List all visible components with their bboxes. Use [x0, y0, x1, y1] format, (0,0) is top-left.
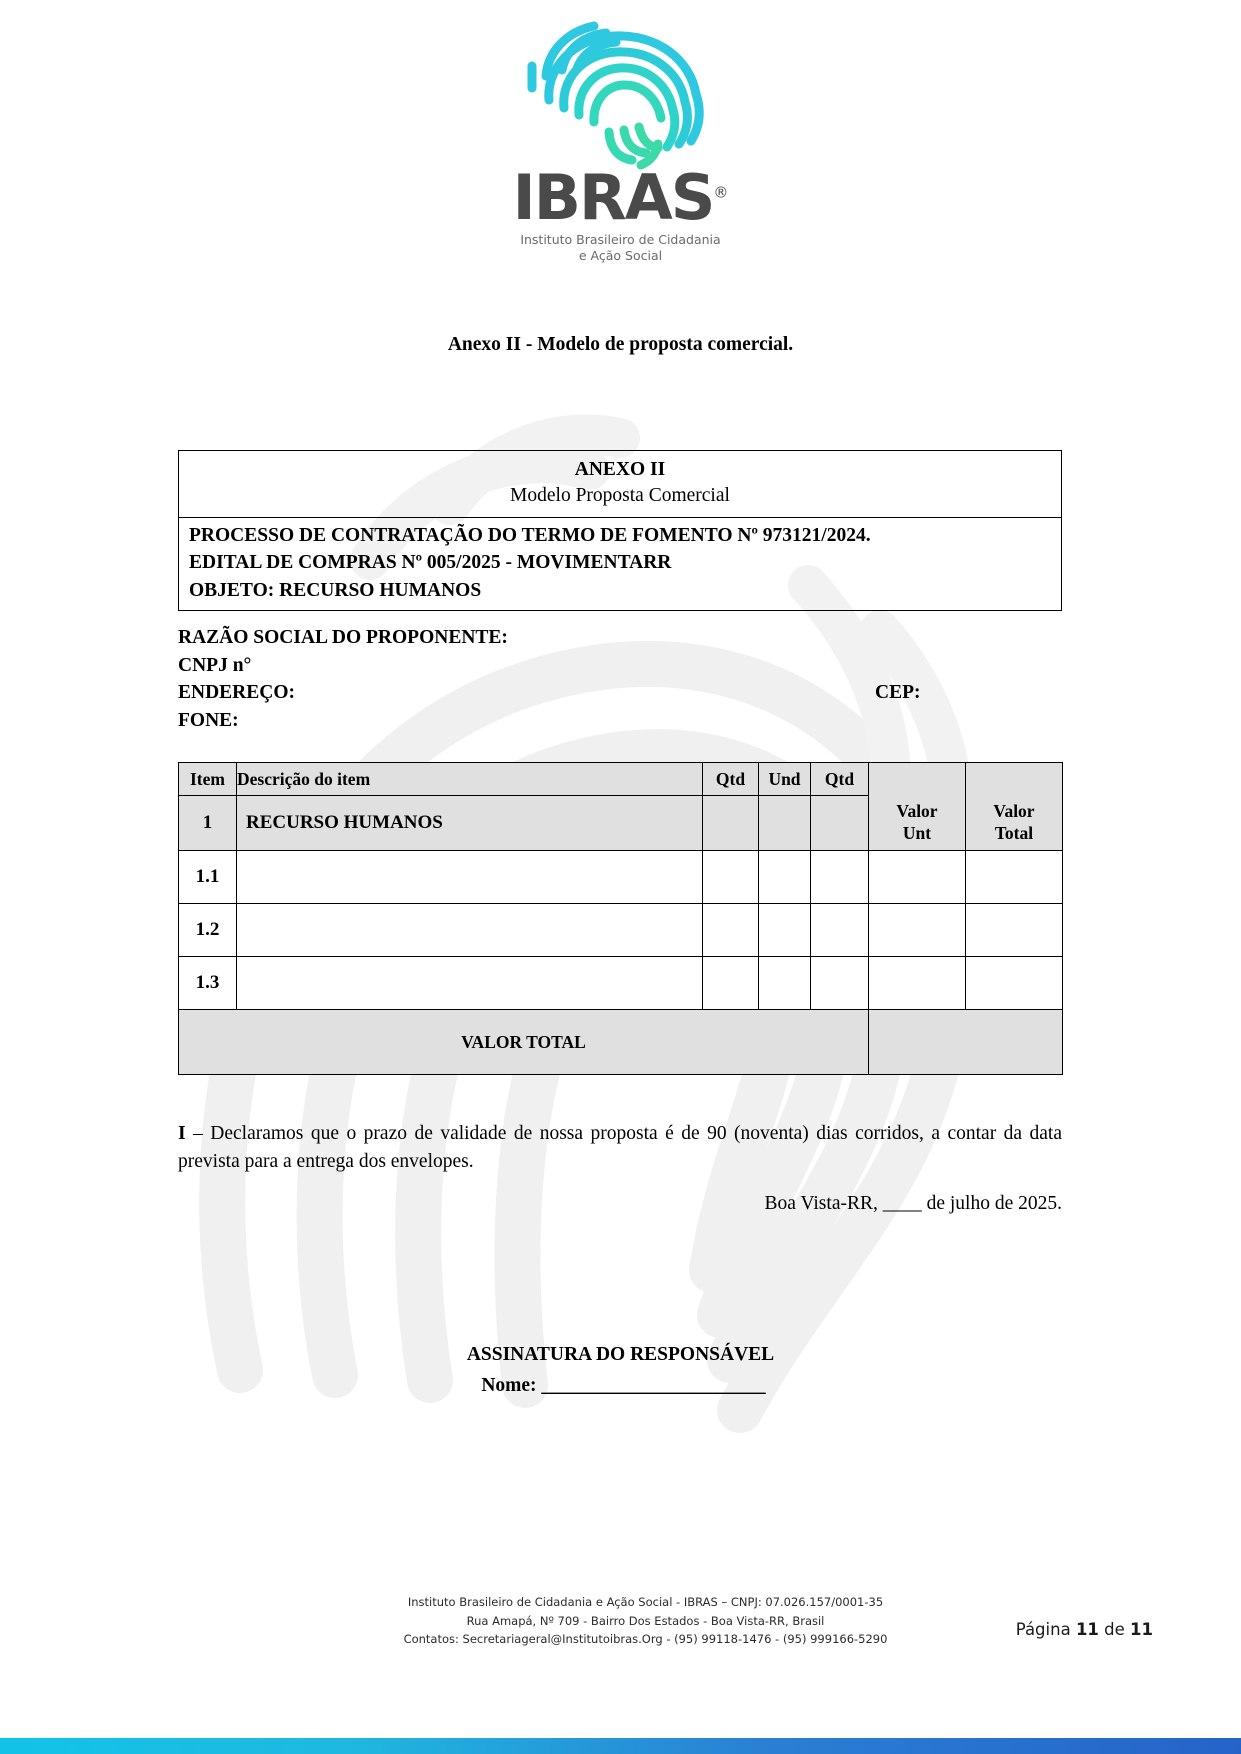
- ibras-logo: [0, 8, 1241, 265]
- signature-name-field[interactable]: Nome: _______________________: [481, 1375, 766, 1397]
- row-1-qtd2: [811, 796, 869, 851]
- row-11-und[interactable]: [759, 851, 811, 904]
- row-12-descricao[interactable]: [237, 904, 703, 957]
- ibras-tagline-line1: Instituto Brasileiro de Cidadania: [520, 231, 721, 247]
- valor-total-line2: Total: [994, 822, 1034, 843]
- page-total: 11: [1130, 1620, 1153, 1639]
- bottom-accent-bar: [0, 1738, 1241, 1754]
- row-13-qtd[interactable]: [703, 957, 759, 1010]
- declaration-text: – Declaramos que o prazo de validade de nossa proposta é de 90 (noventa) dias corridos, a contar da data prevista para a entrega dos envelopes.: [178, 1123, 1062, 1173]
- table-row: [179, 851, 1063, 904]
- row-11-qtd2[interactable]: [811, 851, 869, 904]
- th-descricao: Descrição do item: [237, 763, 703, 796]
- row-13-valor-total[interactable]: [966, 957, 1063, 1010]
- registered-trademark-icon: ®: [713, 183, 729, 202]
- page-number: [1016, 1620, 1153, 1639]
- page-title: Anexo II - Modelo de proposta comercial.: [447, 334, 794, 355]
- signature-title: ASSINATURA DO RESPONSÁVEL: [466, 1344, 775, 1365]
- field-razao-social: [178, 624, 1062, 652]
- row-12-item: 1.2: [179, 904, 237, 957]
- row-13-item: 1.3: [179, 957, 237, 1010]
- table-total-row: [179, 1010, 1063, 1075]
- row-1-und: [759, 796, 811, 851]
- th-valor-total: [966, 796, 1063, 851]
- valor-total-label: VALOR TOTAL: [179, 1010, 869, 1075]
- row-13-und[interactable]: [759, 957, 811, 1010]
- processo-line: PROCESSO DE CONTRATAÇÃO DO TERMO DE FOMENTO Nº 973121/2024.: [189, 524, 871, 546]
- anexo-header-top: [179, 451, 1061, 518]
- footer-line-3: Contatos: Secretariageral@Institutoibras.Org - (95) 99118-1476 - (95) 999166-5290: [403, 1632, 888, 1647]
- row-13-valor-unt[interactable]: [869, 957, 966, 1010]
- valor-total-value[interactable]: [869, 1010, 1063, 1075]
- place-and-date: Boa Vista-RR, ____ de julho de 2025.: [764, 1193, 1062, 1214]
- endereco-label: ENDEREÇO:: [178, 682, 296, 704]
- row-11-qtd[interactable]: [703, 851, 759, 904]
- row-12-valor-unt[interactable]: [869, 904, 966, 957]
- row-12-und[interactable]: [759, 904, 811, 957]
- row-11-descricao[interactable]: [237, 851, 703, 904]
- objeto-line: OBJETO: RECURSO HUMANOS: [189, 580, 482, 601]
- valor-total-line1: Valor: [993, 800, 1035, 821]
- row-1-qtd: [703, 796, 759, 851]
- footer-line-2: Rua Amapá, Nº 709 - Bairro Dos Estados - Boa Vista-RR, Brasil: [466, 1613, 825, 1628]
- row-1-item: 1: [179, 796, 237, 851]
- field-fone: [178, 707, 1062, 735]
- anexo-subtitle: Modelo Proposta Comercial: [510, 485, 730, 507]
- ibras-tagline: [0, 232, 1241, 265]
- proponent-fields: [178, 624, 1062, 735]
- anexo-label: ANEXO II: [574, 459, 666, 480]
- th-item: Item: [179, 763, 237, 796]
- table-row: [179, 904, 1063, 957]
- cep-label: CEP:: [875, 682, 921, 704]
- anexo-header-lines: [179, 518, 1061, 610]
- edital-line: EDITAL DE COMPRAS Nº 005/2025 - MOVIMENTARR: [189, 552, 672, 574]
- row-12-qtd2[interactable]: [811, 904, 869, 957]
- signature-block: [0, 1339, 1241, 1401]
- field-cnpj: [178, 652, 1062, 680]
- th-blank-valor-total: [966, 763, 1063, 796]
- valor-unt-line1: Valor: [896, 800, 938, 821]
- razao-social-label: RAZÃO SOCIAL DO PROPONENTE:: [178, 627, 508, 648]
- th-und: Und: [759, 763, 811, 796]
- row-12-qtd[interactable]: [703, 904, 759, 957]
- page-prefix: Página: [1015, 1620, 1076, 1639]
- ibras-tagline-line2: e Ação Social: [578, 248, 663, 264]
- table-row: [179, 957, 1063, 1010]
- valor-unt-line2: Unt: [902, 822, 932, 843]
- th-qtd2: Qtd: [811, 763, 869, 796]
- row-11-valor-unt[interactable]: [869, 851, 966, 904]
- fone-label: FONE:: [178, 710, 239, 732]
- th-blank-valor-unt: [869, 763, 966, 796]
- row-12-valor-total[interactable]: [966, 904, 1063, 957]
- page-mid: de: [1098, 1620, 1131, 1639]
- th-valor-unt: [869, 796, 966, 851]
- ibras-wordmark: [512, 161, 729, 234]
- footer-line-1: Instituto Brasileiro de Cidadania e Ação Social - IBRAS – CNPJ: 07.026.157/0001-35: [407, 1595, 884, 1609]
- ibras-wordmark-text: IBRAS: [512, 161, 714, 234]
- table-header-row: [179, 763, 1063, 796]
- table-row: [179, 796, 1063, 851]
- th-qtd: Qtd: [703, 763, 759, 796]
- anexo-header-box: [178, 450, 1062, 611]
- page-current: 11: [1075, 1620, 1099, 1639]
- row-13-descricao[interactable]: [237, 957, 703, 1010]
- row-11-item: 1.1: [179, 851, 237, 904]
- declaration-paragraph: [178, 1120, 1062, 1177]
- row-1-descricao: RECURSO HUMANOS: [237, 796, 703, 851]
- row-13-qtd2[interactable]: [811, 957, 869, 1010]
- row-11-valor-total[interactable]: [966, 851, 1063, 904]
- cnpj-label: CNPJ n°: [178, 654, 252, 676]
- page-footer: [0, 1593, 1241, 1649]
- items-table: [178, 762, 1063, 1075]
- field-endereco: [178, 679, 1062, 707]
- declaration-marker: I: [178, 1123, 186, 1144]
- ibras-fingerprint-icon: [506, 8, 736, 173]
